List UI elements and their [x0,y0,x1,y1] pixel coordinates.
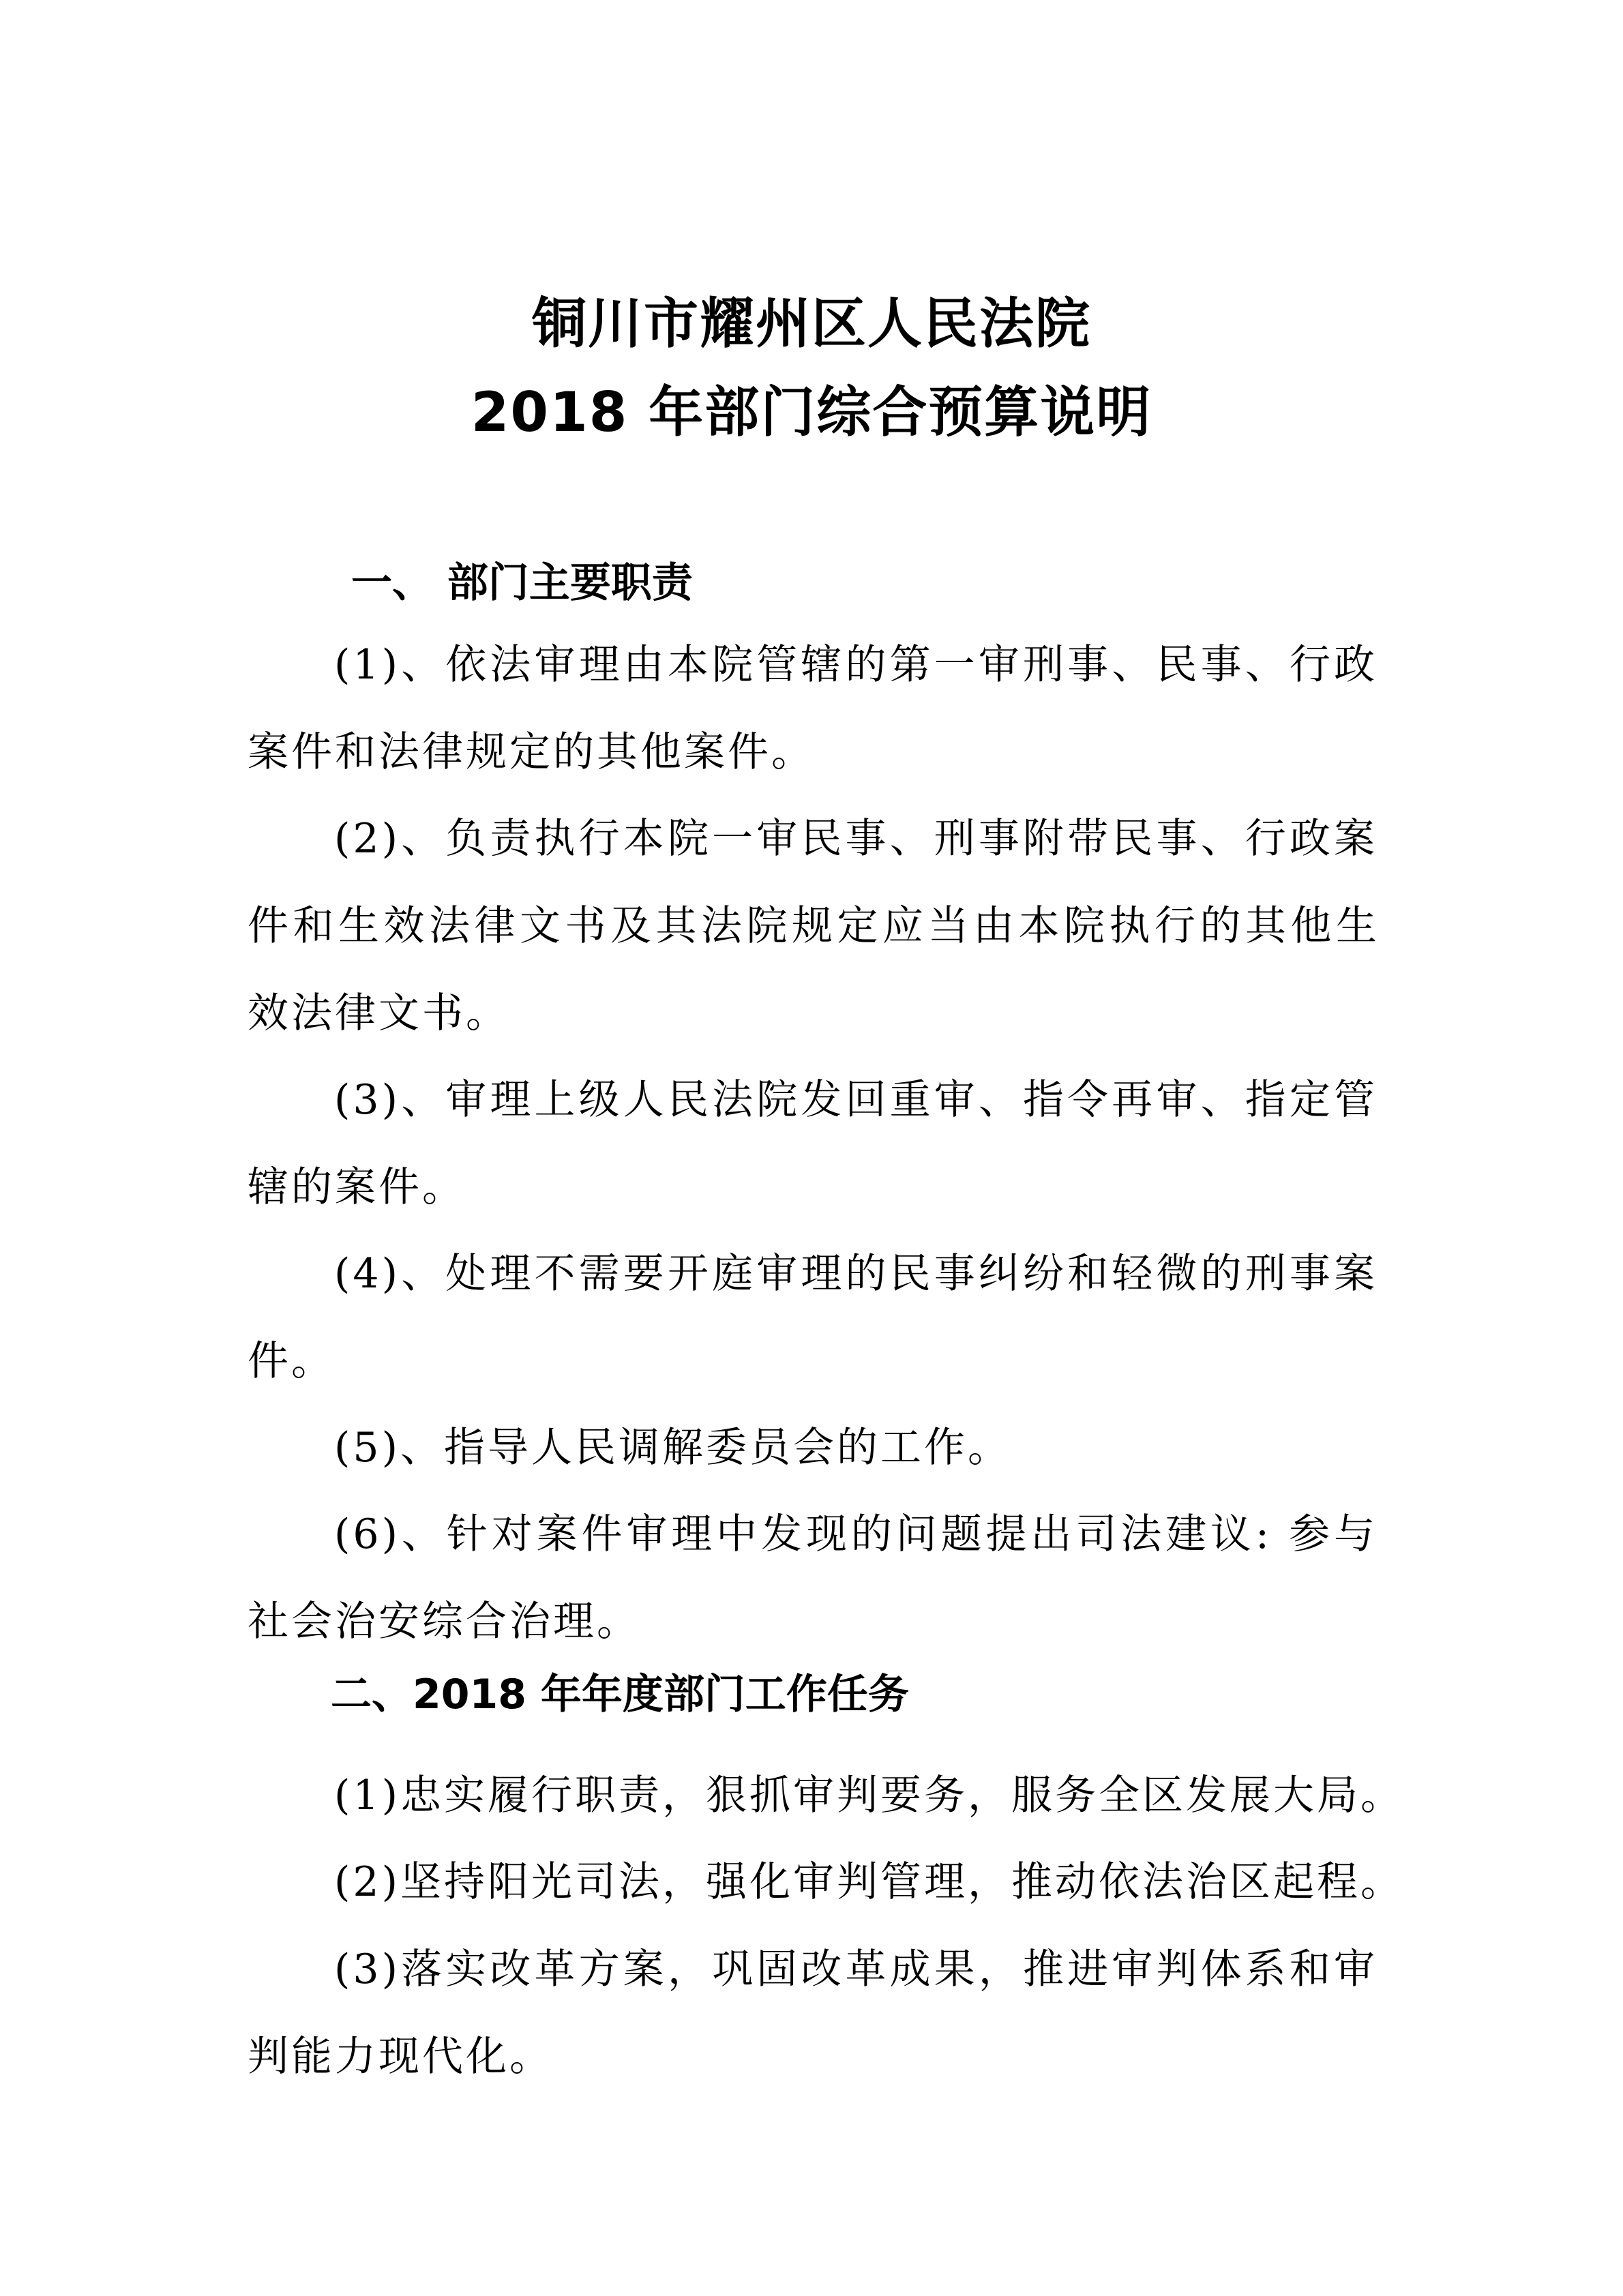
section2-item3-line1: (3)落实改革方案，巩固改革成果，推进审判体系和审 [334,1945,1378,1993]
section2-item3-line2: 判能力现代化。 [248,2033,553,2081]
document-title-line2: 2018 年部门综合预算说明 [471,381,1152,444]
section2-item1-line1: (1)忠实履行职责，狠抓审判要务，服务全区发展大局。 [334,1772,1404,1819]
section1-item6-line2: 社会治安综合治理。 [248,1598,640,1645]
section2-heading: 二、2018 年年度部门工作任务 [331,1671,909,1718]
section1-item1-line1: (1)、依法审理由本院管辖的第一审刑事、民事、行政 [334,641,1378,689]
section2-item2-line1: (2)坚持阳光司法，强化审判管理，推动依法治区起程。 [334,1858,1404,1906]
section1-item4-line1: (4)、处理不需要开庭审理的民事纠纷和轻微的刑事案 [334,1250,1378,1298]
section1-item2-line3: 效法律文书。 [248,989,509,1037]
document-title-line1: 铜川市耀州区人民法院 [532,292,1091,355]
section1-item3-line2: 辖的案件。 [248,1163,466,1211]
section1-item2-line2: 件和生效法律文书及其法院规定应当由本院执行的其他生 [248,902,1380,950]
section1-item3-line1: (3)、审理上级人民法院发回重审、指令再审、指定管 [334,1076,1378,1124]
section1-item6-line1: (6)、针对案件审理中发现的问题提出司法建议: 参与 [334,1510,1378,1558]
section1-item2-line1: (2)、负责执行本院一审民事、刑事附带民事、行政案 [334,815,1378,863]
section1-item1-line2: 案件和法律规定的其他案件。 [248,728,815,776]
section1-item4-line2: 件。 [248,1337,335,1385]
section1-heading: 一、 部门主要职责 [351,559,693,607]
section1-item5-line1: (5)、指导人民调解委员会的工作。 [334,1424,1011,1472]
